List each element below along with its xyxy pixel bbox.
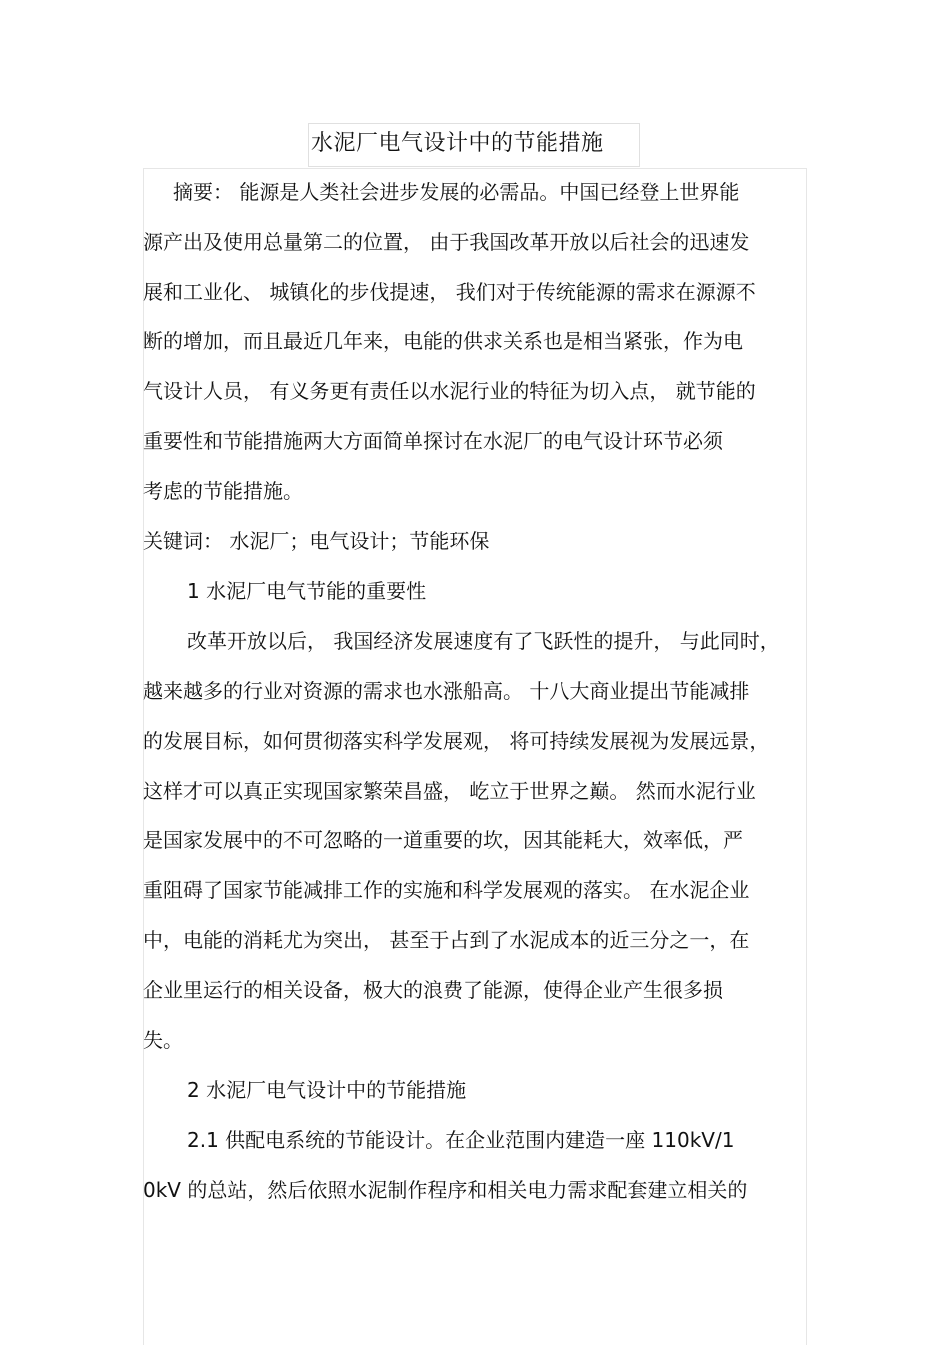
document-title: 水泥厂电气设计中的节能措施	[311, 131, 604, 156]
section-1-line-7: 中，电能的消耗尤为突出， 甚至于占到了水泥成本的近三分之一，在	[143, 928, 750, 952]
section-1-heading: 1 水泥厂电气节能的重要性	[187, 579, 427, 603]
abstract-line-5: 气设计人员， 有义务更有责任以水泥行业的特征为切入点， 就节能的	[143, 379, 756, 403]
section-1-line-2: 越来越多的行业对资源的需求也水涨船高。 十八大商业提出节能减排	[143, 679, 750, 703]
section-1-line-6: 重阻碍了国家节能减排工作的实施和科学发展观的落实。 在水泥企业	[143, 878, 750, 902]
abstract-line-4: 断的增加，而且最近几年来，电能的供求关系也是相当紧张，作为电	[143, 329, 743, 353]
section-2-heading: 2 水泥厂电气设计中的节能措施	[187, 1078, 467, 1102]
abstract-line-1: 摘要： 能源是人类社会进步发展的必需品。中国已经登上世界能	[173, 180, 740, 204]
section-1-line-8: 企业里运行的相关设备，极大的浪费了能源，使得企业产生很多损	[143, 978, 723, 1002]
abstract-line-6: 重要性和节能措施两大方面简单探讨在水泥厂的电气设计环节必须	[143, 429, 723, 453]
abstract-line-2: 源产出及使用总量第二的位置， 由于我国改革开放以后社会的迅速发	[143, 230, 750, 254]
section-1-line-1: 改革开放以后， 我国经济发展速度有了飞跃性的提升， 与此同时，	[187, 629, 780, 653]
abstract-line-7: 考虑的节能措施。	[143, 479, 303, 503]
section-1-line-5: 是国家发展中的不可忽略的一道重要的坎，因其能耗大，效率低，严	[143, 828, 743, 852]
section-1-line-9: 失。	[143, 1028, 183, 1052]
section-1-line-4: 这样才可以真正实现国家繁荣昌盛， 屹立于世界之巅。 然而水泥行业	[143, 779, 756, 803]
keywords-line: 关键词： 水泥厂；电气设计；节能环保	[143, 529, 490, 553]
section-1-line-3: 的发展目标，如何贯彻落实科学发展观， 将可持续发展视为发展远景，	[143, 729, 770, 753]
abstract-line-3: 展和工业化、 城镇化的步伐提速， 我们对于传统能源的需求在源源不	[143, 280, 756, 304]
section-2-1-line-2: 0kV 的总站，然后依照水泥制作程序和相关电力需求配套建立相关的	[143, 1178, 748, 1202]
section-2-1-line-1: 2.1 供配电系统的节能设计。在企业范围内建造一座 110kV/1	[187, 1128, 735, 1152]
